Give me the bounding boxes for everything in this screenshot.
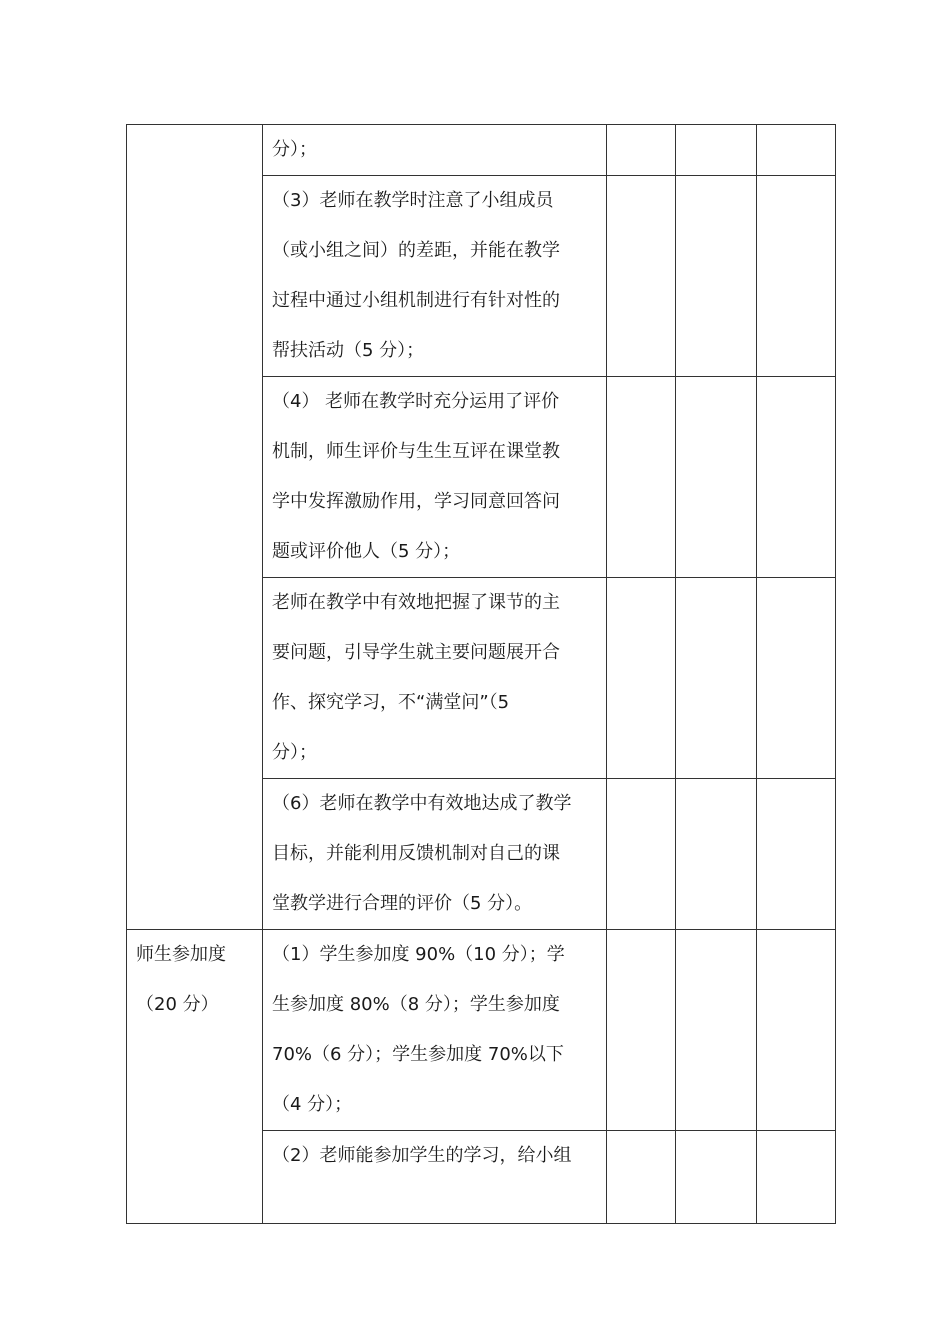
category-cell-continued <box>127 125 263 930</box>
score-cell <box>757 1131 836 1224</box>
score-cell <box>676 930 757 1131</box>
criterion-text: （3）老师在教学时注意了小组成员 （或小组之间）的差距，并能在教学 过程中通过小组机制进行有针对性的 帮扶活动（5 分）； <box>272 190 560 361</box>
criterion-cell <box>263 779 607 930</box>
criterion-text: （4） 老师在教学时充分运用了评价 机制，师生评价与生生互评在课堂教 学中发挥激励作用，学习同意回答问 题或评价他人（5 分）； <box>272 391 560 562</box>
criterion-cell <box>263 930 607 1131</box>
score-cell <box>607 578 676 779</box>
score-cell <box>607 125 676 176</box>
criterion-text: 分）； <box>272 139 317 160</box>
criterion-text: （6）老师在教学中有效地达成了教学 目标，并能利用反馈机制对自己的课 堂教学进行合理的评价（5 分）。 <box>272 793 572 914</box>
score-cell <box>676 779 757 930</box>
criterion-cell <box>263 176 607 377</box>
score-cell <box>607 176 676 377</box>
criterion-text: 老师在教学中有效地把握了课节的主 要问题，引导学生就主要问题展开合 作、探究学习，不“满堂问”（5 分）； <box>272 592 560 763</box>
score-cell <box>676 176 757 377</box>
score-cell <box>757 176 836 377</box>
criterion-cell <box>263 1131 607 1224</box>
score-cell <box>757 125 836 176</box>
category-label: 师生参加度 （20 分） <box>136 944 226 1015</box>
category-cell <box>127 930 263 1224</box>
score-cell <box>676 1131 757 1224</box>
score-cell <box>607 377 676 578</box>
criterion-cell <box>263 125 607 176</box>
score-cell <box>757 779 836 930</box>
criterion-text: （1）学生参加度 90%（10 分）；学 生参加度 80%（8 分）；学生参加度 70%（6 分）；学生参加度 70%以下 （4 分）； <box>272 944 565 1115</box>
score-cell <box>757 377 836 578</box>
score-cell <box>607 1131 676 1224</box>
evaluation-table <box>126 124 836 1224</box>
score-cell <box>676 578 757 779</box>
score-cell <box>607 930 676 1131</box>
score-cell <box>757 930 836 1131</box>
score-cell <box>607 779 676 930</box>
table-row <box>127 930 836 1131</box>
score-cell <box>757 578 836 779</box>
score-cell <box>676 125 757 176</box>
score-cell <box>676 377 757 578</box>
criterion-text: （2）老师能参加学生的学习，给小组 <box>272 1145 572 1166</box>
table-row <box>127 125 836 176</box>
criterion-cell <box>263 377 607 578</box>
criterion-cell <box>263 578 607 779</box>
